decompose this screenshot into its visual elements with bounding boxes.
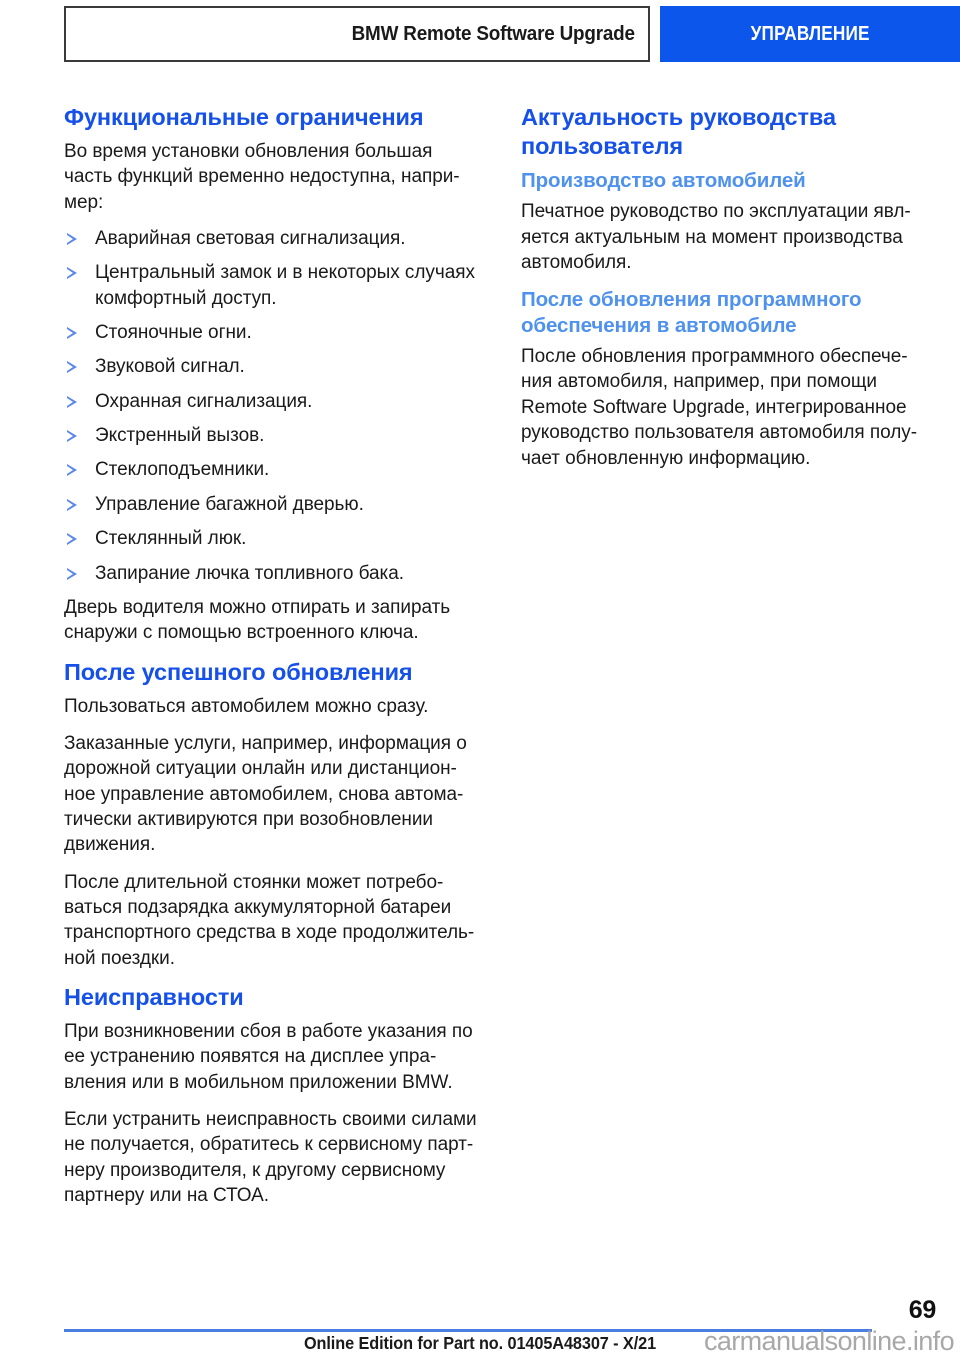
list-item-label: Центральный замок и в некоторых случаях комфортный доступ. (95, 262, 475, 309)
list-item-label: Аварийная световая сигнализация. (95, 227, 406, 249)
section-title-functional-limits: Функциональные ограничения (64, 104, 424, 130)
list-item (64, 320, 478, 345)
list-item (64, 260, 478, 311)
subsection-title-vehicle-production: Производство автомобилей (521, 168, 806, 192)
paragraph-malfunctions-2: Если устранить неисправность своими силами не получается, обратитесь к сервисному парт-неру производителя, к другому сервисному партнеру или на СТОА. (64, 1109, 477, 1207)
functional-limits-list (64, 226, 478, 586)
list-item-label: Стеклянный люк. (95, 528, 247, 550)
triangle-bullet-icon (67, 327, 77, 339)
edition-notice: Online Edition for Part no. 01405A48307 - X/21 (303, 1333, 657, 1353)
header-section-tab (660, 6, 960, 62)
list-item-label: Звуковой сигнал. (95, 356, 245, 378)
triangle-bullet-icon (67, 396, 77, 408)
paragraph-malfunctions-1: При возникновении сбоя в работе указания по ее устранению появятся на дисплее упра-вления или в мобильном приложении BMW. (64, 1021, 473, 1093)
page-number: 69 (908, 1296, 936, 1324)
list-item (64, 389, 478, 414)
list-item-label: Стеклоподъемники. (95, 459, 270, 481)
right-column (521, 103, 935, 1221)
triangle-bullet-icon (67, 430, 77, 442)
page-content (64, 103, 936, 1221)
list-item-label: Экстренный вызов. (95, 425, 265, 447)
list-item-label: Управление багажной дверью. (95, 493, 364, 515)
list-item-label: Охранная сигнализация. (95, 390, 313, 412)
list-item (64, 457, 478, 482)
triangle-bullet-icon (67, 499, 77, 511)
list-item (64, 561, 478, 586)
paragraph-driver-door: Дверь водителя можно отпирать и запирать снаружи с помощью встроенного ключа. (64, 596, 451, 644)
list-item-label: Стояночные огни. (95, 322, 252, 344)
left-column (64, 103, 478, 1221)
triangle-bullet-icon (67, 533, 77, 545)
list-item-label: Запирание лючка топливного бака. (95, 562, 404, 584)
triangle-bullet-icon (67, 464, 77, 476)
paragraph-after-update-2: Заказанные услуги, например, информация о дорожной ситуации онлайн или дистанцион-ное управление автомобилем, снова автома-тически активируются при возобновлении движения. (64, 732, 467, 856)
page-header (64, 6, 960, 62)
list-item (64, 526, 478, 551)
list-item (64, 492, 478, 517)
header-section-label: УПРАВЛЕНИЕ (750, 22, 870, 45)
triangle-bullet-icon (67, 233, 77, 245)
section-title-after-update: После успешного обновления (64, 658, 413, 685)
paragraph-functional-intro: Во время установки обновления большая часть функций временно недоступна, напри-мер: (64, 140, 460, 213)
header-chapter-box (64, 6, 650, 62)
subsection-title-after-software-update: После обновления программного обеспечения в автомобиле (521, 288, 862, 337)
list-item (64, 423, 478, 448)
paragraph-after-update-1: Пользоваться автомобилем можно сразу. (64, 695, 429, 717)
header-chapter-label: BMW Remote Software Upgrade (351, 22, 635, 45)
site-watermark: carmanualsonline.info (703, 1326, 954, 1356)
paragraph-after-software-update: После обновления программного обеспече-ния автомобиля, например, при помощи Remote Software Upgrade, интегрированное руководство пользователя автомобиля полу-чает обновленную информацию. (521, 346, 917, 469)
paragraph-after-update-3: После длительной стоянки может потребо-ваться подзарядка аккумуляторной батареи транспортного средства в ходе продолжитель-ной поездки. (64, 871, 475, 969)
triangle-bullet-icon (67, 568, 77, 580)
list-item (64, 354, 478, 379)
paragraph-vehicle-production: Печатное руководство по эксплуатации явл-яется актуальным на момент производства автомобиля. (521, 201, 911, 273)
section-title-malfunctions: Неисправности (64, 984, 244, 1011)
section-title-manual-currency: Актуальность руководства пользователя (521, 104, 836, 159)
triangle-bullet-icon (67, 267, 77, 279)
triangle-bullet-icon (67, 361, 77, 373)
list-item (64, 226, 478, 251)
